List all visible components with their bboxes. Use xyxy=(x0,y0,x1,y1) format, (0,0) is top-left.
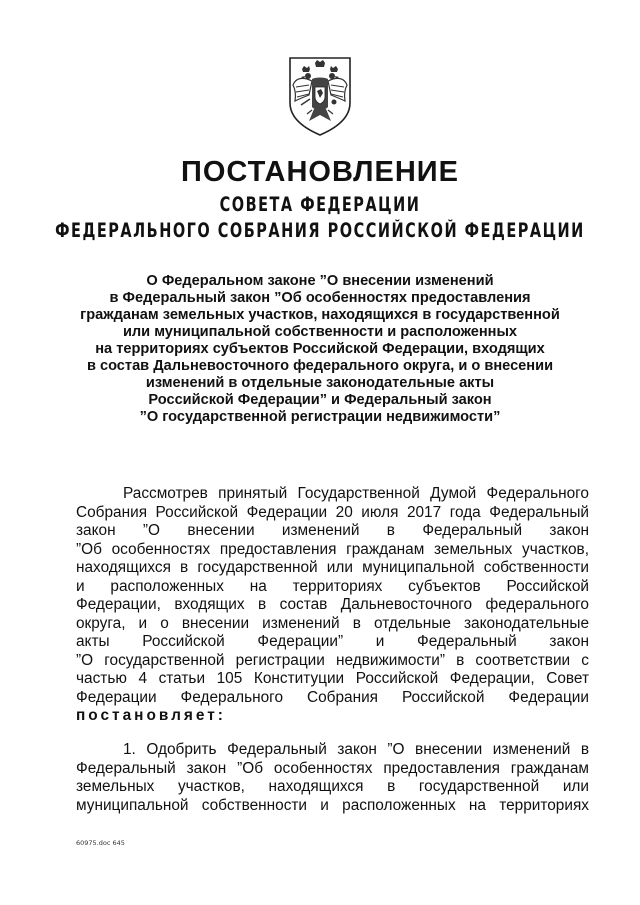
heading-line: ”О государственной регистрации недвижимости” xyxy=(139,409,501,425)
heading-line: на территориях субъектов Российской Федерации, входящих xyxy=(95,341,545,357)
paragraph-line: находящихся в государственной или муниципальной собственности xyxy=(76,559,589,576)
paragraph-line: Федерации, входящих в состав Дальневосточного федерального xyxy=(76,596,589,613)
document-code: 60975.doc 645 xyxy=(76,839,125,847)
issuer-line-1: СОВЕТА ФЕДЕРАЦИИ xyxy=(219,195,421,217)
russian-coat-of-arms-icon xyxy=(282,55,358,137)
paragraph-line: 1. Одобрить Федеральный закон ”О внесении изменений в xyxy=(123,741,589,758)
paragraph-line: акты Российской Федерации” и Федеральный закон xyxy=(76,633,589,650)
paragraph-line: частью 4 статьи 105 Конституции Российской Федерации, Совет xyxy=(76,670,589,687)
paragraph-line: ”О государственной регистрации недвижимости” в соответствии с xyxy=(76,651,589,669)
issuer-line-2: ФЕДЕРАЛЬНОГО СОБРАНИЯ РОССИЙСКОЙ ФЕДЕРАЦИИ xyxy=(55,221,585,243)
heading-line: Российской Федерации” и Федеральный закон xyxy=(148,392,492,408)
paragraph-line: земельных участков, находящихся в государственной или xyxy=(76,778,589,795)
heading-line: в Федеральный закон ”Об особенностях предоставления xyxy=(109,290,531,306)
paragraph-line: закон ”О внесении изменений в Федеральный закон xyxy=(76,522,589,539)
heading-line: О Федеральном законе ”О внесении изменений xyxy=(146,273,494,289)
paragraph-line: муниципальной собственности и расположенных на территориях xyxy=(76,796,589,814)
heading-line: в состав Дальневосточного федерального округа, и о внесении xyxy=(86,358,554,374)
paragraph-line: округа, и о внесении изменений в отдельные законодательные xyxy=(76,614,589,632)
heading-line: или муниципальной собственности и расположенных xyxy=(122,324,518,340)
paragraph-line: Федерации Федерального Собрания Российской Федерации xyxy=(76,688,589,706)
paragraph-line: Федеральный закон ”Об особенностях предоставления гражданам xyxy=(76,759,589,777)
paragraph-line: ”Об особенностях предоставления гражданам земельных участков, xyxy=(76,540,589,558)
resolution-heading xyxy=(40,273,600,426)
decree-word: постановляет: xyxy=(76,707,226,724)
paragraph-line: Рассмотрев принятый Государственной Думой Федерального xyxy=(123,485,589,502)
paragraph-line: и расположенных на территориях субъектов Российской xyxy=(76,577,589,595)
clause-1-paragraph xyxy=(76,741,589,815)
heading-line: изменений в отдельные законодательные акты xyxy=(145,375,495,391)
preamble-paragraph xyxy=(76,485,589,726)
document-title: ПОСТАНОВЛЕНИЕ xyxy=(181,156,459,188)
paragraph-line: Собрания Российской Федерации 20 июля 2017 года Федеральный xyxy=(76,503,589,521)
heading-line: гражданам земельных участков, находящихся в государственной xyxy=(80,307,560,323)
